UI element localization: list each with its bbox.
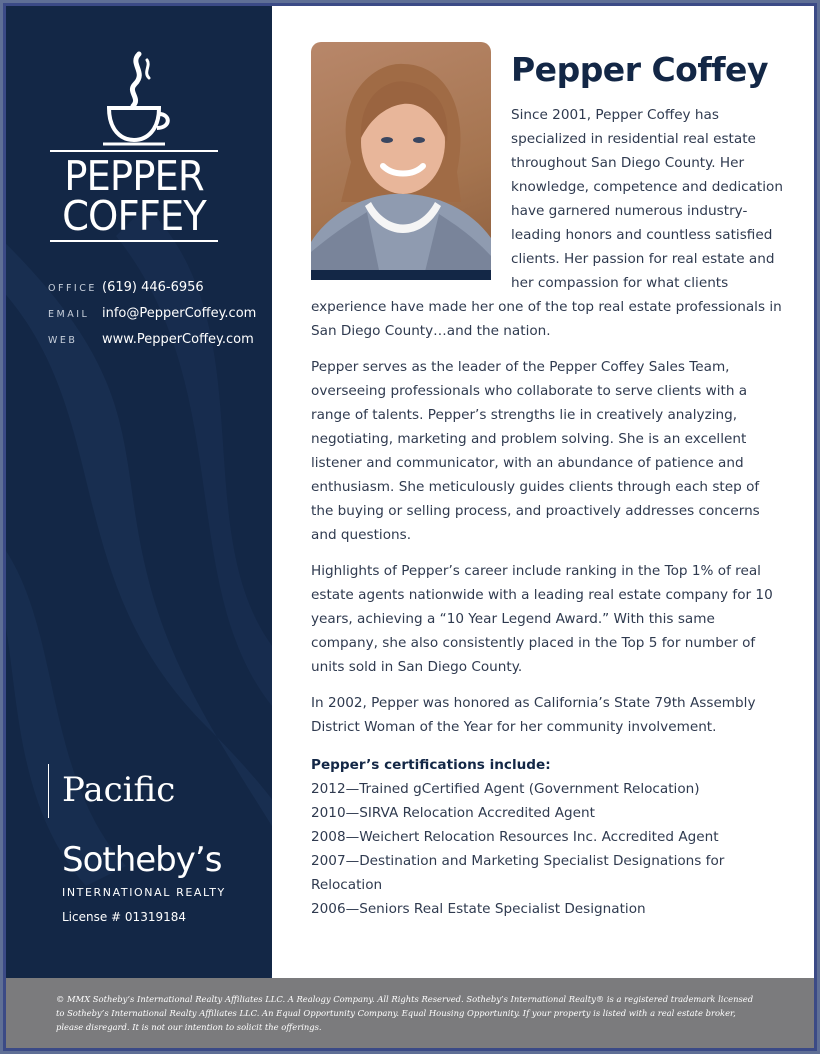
contact-info	[48, 280, 256, 358]
legal-footer	[6, 978, 814, 1048]
bio-paragraph-2: Pepper serves as the leader of the Pepper Coffey Sales Team, overseeing professionals who collaborate to serve clients with a range of talents. Pepper’s strengths lie in creatively analyzing, negotiating, marketing and problem solving. She is an excellent listener and communicator, with an abundance of patience and enthusiasm. She meticulously guides clients through each step of the buying or selling process, and proactively addresses concerns and questions.	[311, 359, 760, 543]
contact-email	[48, 306, 256, 332]
photo-accent-bar	[311, 270, 491, 280]
brand-pacific: Pacific	[62, 770, 176, 810]
agent-photo	[311, 42, 491, 280]
web-label: WEB	[48, 335, 78, 346]
certification-item: 2006—Seniors Real Estate Specialist Designation	[311, 901, 646, 917]
page-frame	[3, 3, 817, 1051]
web-link[interactable]: www.PepperCoffey.com	[102, 332, 254, 347]
certifications-heading: Pepper’s certifications include:	[311, 757, 551, 773]
office-label: OFFICE	[48, 283, 97, 294]
license-number: License # 01319184	[62, 910, 187, 924]
bio-paragraph-4: In 2002, Pepper was honored as California’s State 79th Assembly District Woman of the Year for her community involvement.	[311, 695, 756, 735]
sidebar	[6, 6, 272, 978]
logo-text-coffey: COFFEY	[62, 192, 206, 240]
brand-divider	[48, 764, 49, 818]
certifications-list	[311, 777, 783, 921]
pepper-coffey-logo	[46, 46, 222, 246]
certification-item: 2010—SIRVA Relocation Accredited Agent	[311, 805, 595, 821]
legal-disclaimer: © MMX Sotheby’s International Realty Affiliates LLC. A Realogy Company. All Rights Reserved. Sotheby’s International Realty® is a registered trademark licensed to Sotheby’s International Realty Affiliates LLC. An Equal Opportunity Company. Equal Housing Opportunity. If your property is listed with a real estate broker, please disregard. It is not our intention to solicit the offerings.	[56, 994, 754, 1032]
office-phone[interactable]: (619) 446-6956	[102, 280, 204, 295]
contact-web	[48, 332, 256, 358]
email-label: EMAIL	[48, 309, 90, 320]
certification-item: 2007—Destination and Marketing Specialist Designations for Relocation	[311, 853, 725, 893]
profile-content	[311, 42, 783, 921]
portrait-image	[311, 42, 491, 280]
bio-paragraph-1: Since 2001, Pepper Coffey has specialized in residential real estate throughout San Diego County. Her knowledge, competence and dedication have garnered numerous industry-leading honors and countless satisfied clients. Her passion for real estate and her compassion for what clients experience have made her one of the top real estate professionals in San Diego County…and the nation.	[311, 107, 783, 339]
email-link[interactable]: info@PepperCoffey.com	[102, 306, 257, 321]
coffee-cup-icon	[89, 46, 179, 146]
contact-office	[48, 280, 256, 306]
brand-sothebys: Sotheby’s	[62, 840, 222, 880]
bio-paragraph-3: Highlights of Pepper’s career include ranking in the Top 1% of real estate agents nationwide with a leading real estate company for 10 years, achieving a “10 Year Legend Award.” With this same company, she also consistently placed in the Top 5 for number of units sold in San Diego County.	[311, 563, 773, 675]
certification-item: 2008—Weichert Relocation Resources Inc. Accredited Agent	[311, 829, 719, 845]
logo-text-pepper: PEPPER	[64, 152, 204, 200]
agent-name: Pepper Coffey	[511, 50, 768, 89]
brand-international-realty: INTERNATIONAL REALTY	[62, 886, 226, 899]
certification-item: 2012—Trained gCertified Agent (Government Relocation)	[311, 781, 700, 797]
logo-bottom-rule	[50, 240, 218, 242]
